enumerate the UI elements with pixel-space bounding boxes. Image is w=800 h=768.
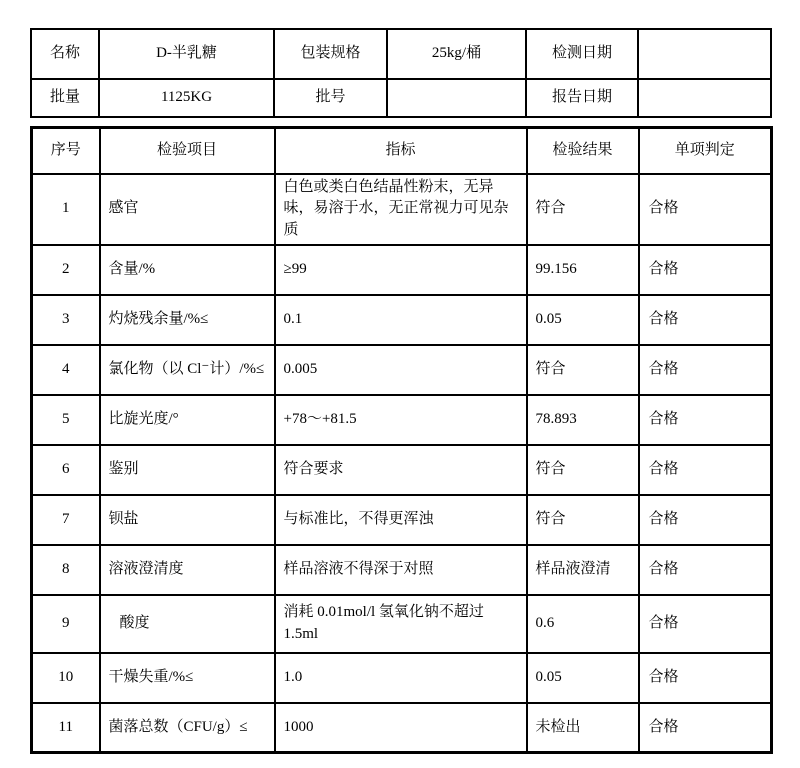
info-row-1	[31, 29, 771, 79]
lot-no-value	[387, 79, 526, 117]
cell-item: 溶液澄清度	[100, 545, 275, 595]
table-row	[32, 295, 772, 345]
table-row	[32, 174, 772, 245]
cell-judgement: 合格	[639, 445, 772, 495]
cell-no: 9	[32, 595, 100, 653]
cell-spec: 0.005	[275, 345, 527, 395]
lot-no-label: 批号	[274, 79, 387, 117]
cell-judgement: 合格	[639, 703, 772, 753]
pack-spec-value: 25kg/桶	[387, 29, 526, 79]
cell-item: 干燥失重/%≤	[100, 653, 275, 703]
cell-spec: 样品溶液不得深于对照	[275, 545, 527, 595]
cell-item: 鉴别	[100, 445, 275, 495]
col-header-judgement: 单项判定	[639, 128, 772, 174]
cell-no: 4	[32, 345, 100, 395]
inspection-header-row	[32, 128, 772, 174]
product-info-table	[30, 28, 772, 118]
table-row	[32, 245, 772, 295]
cell-spec: +78～+81.5	[275, 395, 527, 445]
cell-judgement: 合格	[639, 395, 772, 445]
cell-no: 2	[32, 245, 100, 295]
cell-item: 菌落总数（CFU/g）≤	[100, 703, 275, 753]
cell-result: 样品液澄清	[527, 545, 639, 595]
cell-result: 0.05	[527, 295, 639, 345]
batch-qty-label: 批量	[31, 79, 99, 117]
report-date-label: 报告日期	[526, 79, 638, 117]
cell-judgement: 合格	[639, 545, 772, 595]
batch-qty-value: 1125KG	[99, 79, 274, 117]
cell-item: 酸度	[100, 595, 275, 653]
cell-no: 3	[32, 295, 100, 345]
cell-spec: 符合要求	[275, 445, 527, 495]
cell-result: 符合	[527, 345, 639, 395]
table-row	[32, 395, 772, 445]
cell-no: 10	[32, 653, 100, 703]
col-header-spec: 指标	[275, 128, 527, 174]
report-date-value	[638, 79, 771, 117]
cell-spec: 0.1	[275, 295, 527, 345]
name-value: D-半乳糖	[99, 29, 274, 79]
cell-judgement: 合格	[639, 495, 772, 545]
inspection-tbody	[32, 174, 772, 753]
cell-judgement: 合格	[639, 595, 772, 653]
cell-no: 6	[32, 445, 100, 495]
cell-spec: 1000	[275, 703, 527, 753]
cell-item: 氯化物（以 Cl⁻计）/%≤	[100, 345, 275, 395]
cell-result: 0.6	[527, 595, 639, 653]
col-header-item: 检验项目	[100, 128, 275, 174]
cell-judgement: 合格	[639, 174, 772, 245]
inspection-table	[30, 126, 773, 754]
col-header-no: 序号	[32, 128, 100, 174]
cell-spec: 白色或类白色结晶性粉末，无异味，易溶于水，无正常视力可见杂质	[275, 174, 527, 245]
cell-result: 未检出	[527, 703, 639, 753]
cell-result: 0.05	[527, 653, 639, 703]
name-label: 名称	[31, 29, 99, 79]
pack-spec-label: 包装规格	[274, 29, 387, 79]
table-row	[32, 345, 772, 395]
table-row	[32, 495, 772, 545]
cell-item: 比旋光度/°	[100, 395, 275, 445]
cell-no: 7	[32, 495, 100, 545]
cell-judgement: 合格	[639, 295, 772, 345]
table-row	[32, 545, 772, 595]
info-row-2	[31, 79, 771, 117]
cell-result: 99.156	[527, 245, 639, 295]
cell-spec: 消耗 0.01mol/l 氢氧化钠不超过 1.5ml	[275, 595, 527, 653]
table-row	[32, 445, 772, 495]
cell-item: 灼烧残余量/%≤	[100, 295, 275, 345]
cell-judgement: 合格	[639, 245, 772, 295]
cell-judgement: 合格	[639, 345, 772, 395]
cell-result: 符合	[527, 495, 639, 545]
cell-item: 感官	[100, 174, 275, 245]
cell-no: 5	[32, 395, 100, 445]
col-header-result: 检验结果	[527, 128, 639, 174]
test-date-label: 检测日期	[526, 29, 638, 79]
cell-result: 符合	[527, 445, 639, 495]
table-row	[32, 703, 772, 753]
cell-judgement: 合格	[639, 653, 772, 703]
cell-spec: 与标准比，不得更浑浊	[275, 495, 527, 545]
cell-result: 符合	[527, 174, 639, 245]
cell-result: 78.893	[527, 395, 639, 445]
cell-no: 1	[32, 174, 100, 245]
table-row	[32, 595, 772, 653]
cell-spec: ≥99	[275, 245, 527, 295]
cell-no: 11	[32, 703, 100, 753]
test-date-value	[638, 29, 771, 79]
cell-spec: 1.0	[275, 653, 527, 703]
table-row	[32, 653, 772, 703]
cell-item: 含量/%	[100, 245, 275, 295]
cell-item: 钡盐	[100, 495, 275, 545]
cell-no: 8	[32, 545, 100, 595]
